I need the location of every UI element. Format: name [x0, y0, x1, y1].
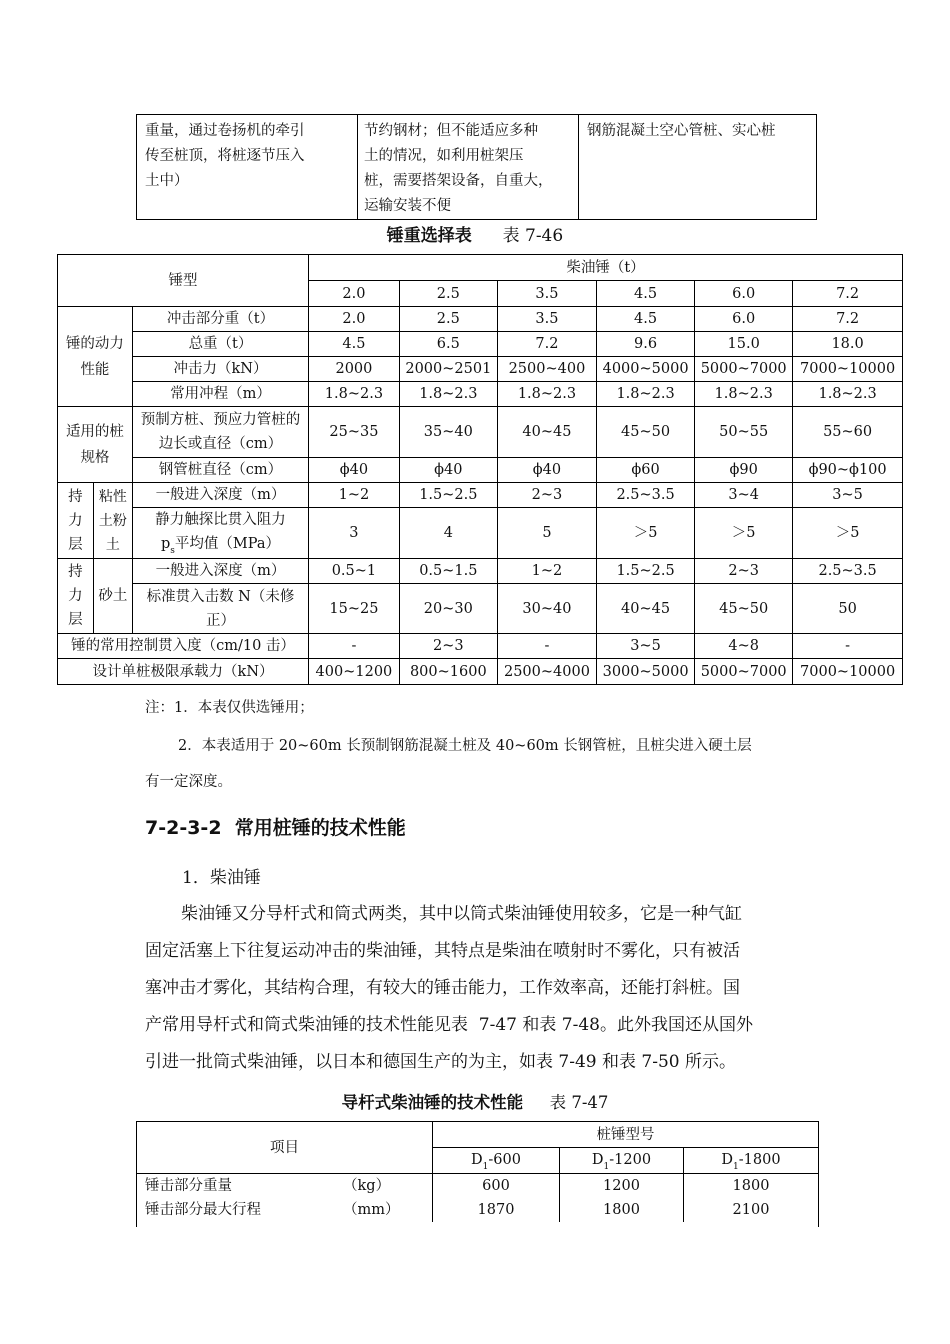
bearing-layer-label: [58, 483, 94, 559]
row-label: 钢管桩直径（cm）: [132, 458, 308, 483]
table-cell: 1.8~2.3: [309, 382, 400, 407]
text-line: 重量，通过卷扬机的牵引: [145, 123, 305, 139]
table-cell: 1.8~2.3: [497, 382, 596, 407]
table-cell: 7000~10000: [793, 659, 903, 685]
size-cell: 6.0: [695, 281, 793, 307]
model-letter: D: [591, 1151, 604, 1168]
table-cell: 3.5: [497, 307, 596, 332]
table-cell: 6.5: [399, 332, 497, 357]
table-cell: 2~3: [399, 634, 497, 659]
table-747-title: 导杆式柴油锤的技术性能: [341, 1093, 524, 1112]
hammer-type-header: 锤型: [58, 255, 309, 307]
table-cell: 4.5: [597, 307, 695, 332]
row-label: 设计单桩极限承载力（kN）: [58, 659, 309, 685]
text-line: 运输安装不便: [364, 198, 451, 214]
row-label-text: 标准贯入击数 N（未修正）: [146, 588, 295, 629]
note-1: 注：1．本表仅供选锤用；: [145, 700, 314, 716]
row-label: [137, 1174, 433, 1198]
row-label: 一般进入深度（m）: [132, 559, 308, 584]
table-747-number: 表 7-47: [549, 1093, 609, 1112]
row-label-text: 锤击部分重量: [145, 1177, 232, 1194]
table-cell: ϕ60: [597, 458, 695, 483]
top-table: [136, 114, 817, 220]
table-cell: 2500~4000: [497, 659, 596, 685]
model-header: 桩锤型号: [433, 1122, 819, 1148]
note-2: 2．本表适用于 20~60m 长预制钢筋混凝土桩及 40~60m 长钢管桩，且桩尖进入硬土层: [178, 738, 752, 754]
text-line: 土中）: [145, 173, 189, 189]
sand-label: 砂土: [93, 559, 132, 634]
row-label: [132, 407, 308, 458]
table-cell: 4.5: [309, 332, 400, 357]
table-cell: 1.8~2.3: [793, 382, 903, 407]
row-label: 一般进入深度（m）: [132, 483, 308, 508]
table-cell: 2100: [684, 1198, 819, 1222]
table-cell: ＞5: [695, 508, 793, 559]
symbol-p: p: [160, 536, 171, 552]
table-cell: ϕ90: [695, 458, 793, 483]
text-line: 钢筋混凝土空心管桩、实心桩: [587, 123, 776, 139]
table-cell: 6.0: [695, 307, 793, 332]
table-cell: 800~1600: [399, 659, 497, 685]
table-cell: 50: [793, 584, 903, 634]
table-cell: 1.5~2.5: [399, 483, 497, 508]
model-letter: D: [721, 1151, 734, 1168]
row-label: 锤的常用控制贯入度（cm/10 击）: [58, 634, 309, 659]
row-label: 冲击部分重（t）: [132, 307, 308, 332]
paragraph-line: 固定活塞上下往复运动冲击的柴油锤，其特点是柴油在喷射时不雾化，只有被活: [145, 941, 740, 961]
table-cell: 2000~2501: [399, 357, 497, 382]
text-line: 传至桩顶，将桩逐节压入: [145, 148, 305, 164]
row-label: [132, 584, 308, 634]
table-cell: 7000~10000: [793, 357, 903, 382]
dynamic-group-label: [58, 307, 133, 407]
table-cell: -: [793, 634, 903, 659]
clay-label: [93, 483, 132, 559]
table-cell: 3: [309, 508, 400, 559]
table-cell: 3000~5000: [597, 659, 695, 685]
table-cell: 25~35: [309, 407, 400, 458]
table-cell: 1.8~2.3: [695, 382, 793, 407]
table-cell: 5000~7000: [695, 659, 793, 685]
group-text: 锤的动力性能: [65, 335, 124, 378]
paragraph-line: 产常用导杆式和筒式柴油锤的技术性能见表 7-47 和表 7-48。此外我国还从国外: [145, 1015, 753, 1035]
table-cell: 30~40: [497, 584, 596, 634]
symbol-sub: s: [170, 546, 175, 556]
table-cell: ϕ40: [309, 458, 400, 483]
table-cell: ϕ40: [399, 458, 497, 483]
table-746-number: 表 7-46: [502, 226, 564, 246]
table-cell: 5000~7000: [695, 357, 793, 382]
table-cell: 55~60: [793, 407, 903, 458]
size-cell: 2.5: [399, 281, 497, 307]
table-cell: 1800: [560, 1198, 684, 1222]
table-cell: 5: [497, 508, 596, 559]
vertical-text: 持力层: [68, 564, 83, 628]
table-cell: 3~5: [597, 634, 695, 659]
table-cell: 3~5: [793, 483, 903, 508]
table-cell: 2.5~3.5: [597, 483, 695, 508]
table-cell: 0.5~1.5: [399, 559, 497, 584]
model-cell: [560, 1148, 684, 1174]
table-cell: 35~40: [399, 407, 497, 458]
paragraph-line: 引进一批筒式柴油锤，以日本和德国生产的为主，如表 7-49 和表 7-50 所示。: [145, 1052, 736, 1072]
table-cell: ϕ90~ϕ100: [793, 458, 903, 483]
model-sub: 1: [482, 1161, 489, 1172]
size-cell: 7.2: [793, 281, 903, 307]
text-line: 桩，需要搭架设备，自重大，: [364, 173, 553, 189]
table-cell: 2500~400: [497, 357, 596, 382]
table-cell: 2000: [309, 357, 400, 382]
table-cell: 4~8: [695, 634, 793, 659]
text-line: 土的情况，如利用桩架压: [364, 148, 524, 164]
table-cell: 7.2: [793, 307, 903, 332]
diesel-hammer-header: 柴油锤（t）: [309, 255, 903, 281]
hammer-selection-table: [57, 254, 903, 685]
table-cell: 9.6: [597, 332, 695, 357]
row-unit: （mm）: [343, 1201, 400, 1218]
model-rest: -1200: [609, 1151, 652, 1168]
table-cell: 1870: [433, 1198, 560, 1222]
clay-text: 粘性土粉土: [98, 488, 127, 553]
table-cell: 600: [433, 1174, 560, 1198]
table-cell: 20~30: [399, 584, 497, 634]
table-cell: 1~2: [497, 559, 596, 584]
row-unit: （kg）: [343, 1177, 391, 1194]
table-cell: 7.2: [497, 332, 596, 357]
table-cell: 1800: [684, 1174, 819, 1198]
table-cell: 1.8~2.3: [399, 382, 497, 407]
label-rest: 平均值（MPa）: [174, 536, 280, 552]
text-line: 节约钢材；但不能适应多种: [364, 123, 538, 139]
table-cell: 40~45: [597, 584, 695, 634]
paragraph-line: 柴油锤又分导杆式和筒式两类，其中以筒式柴油锤使用较多，它是一种气缸: [181, 904, 742, 924]
row-label: [137, 1198, 433, 1222]
top-col1: [137, 115, 358, 220]
table-cell: 2.0: [309, 307, 400, 332]
size-cell: 4.5: [597, 281, 695, 307]
size-cell: 3.5: [497, 281, 596, 307]
item-header: 项目: [137, 1122, 433, 1174]
model-rest: -1800: [738, 1151, 781, 1168]
model-rest: -600: [488, 1151, 521, 1168]
table-cell: 2.5: [399, 307, 497, 332]
row-label: [132, 508, 308, 559]
model-sub: 1: [603, 1161, 610, 1172]
size-cell: 2.0: [309, 281, 400, 307]
table-cell: 1~2: [309, 483, 400, 508]
table-747: [136, 1121, 819, 1227]
paragraph-line: 塞冲击才雾化，其结构合理，有较大的锤击能力，工作效率高，还能打斜桩。国: [145, 978, 740, 998]
table-cell: 1.8~2.3: [597, 382, 695, 407]
row-label-line: 静力触探比贯入阻力: [155, 512, 286, 528]
row-label: 常用冲程（m）: [132, 382, 308, 407]
table-cell: 4000~5000: [597, 357, 695, 382]
table-cell: 45~50: [695, 584, 793, 634]
table-cell: 1200: [560, 1174, 684, 1198]
model-sub: 1: [733, 1161, 739, 1172]
row-label-line: [133, 532, 308, 558]
table-746-caption: [0, 224, 950, 248]
table-cell: 2.5~3.5: [793, 559, 903, 584]
table-cell: 40~45: [497, 407, 596, 458]
paragraph: [145, 900, 815, 1085]
table-746-title: 锤重选择表: [386, 226, 472, 246]
model-cell: [684, 1148, 819, 1174]
subsection-heading: 1．柴油锤: [182, 868, 261, 888]
table-cell: 18.0: [793, 332, 903, 357]
model-letter: D: [471, 1151, 483, 1168]
model-cell: [433, 1148, 560, 1174]
table-cell: 15~25: [309, 584, 400, 634]
group-text: 适用的桩规格: [65, 423, 124, 466]
table-cell: ＞5: [597, 508, 695, 559]
pile-group-label: [58, 407, 133, 483]
table-cell: -: [309, 634, 400, 659]
table-cell: 1.5~2.5: [597, 559, 695, 584]
table-cell: 15.0: [695, 332, 793, 357]
table-cell: 45~50: [597, 407, 695, 458]
table-cell: 2~3: [497, 483, 596, 508]
table-cell: -: [497, 634, 596, 659]
table-cell: 4: [399, 508, 497, 559]
table-747-caption: [0, 1091, 950, 1115]
table-cell: 50~55: [695, 407, 793, 458]
row-label: 冲击力（kN）: [132, 357, 308, 382]
table-cell: 0.5~1: [309, 559, 400, 584]
row-label-text: 预制方桩、预应力管桩的边长或直径（cm）: [140, 412, 301, 452]
note-2-cont: 有一定深度。: [145, 774, 232, 790]
top-col2: [358, 115, 579, 220]
table-cell: ＞5: [793, 508, 903, 559]
vertical-text: 持力层: [68, 488, 83, 553]
row-label: 总重（t）: [132, 332, 308, 357]
top-col3: [579, 115, 817, 220]
table-cell: 400~1200: [309, 659, 400, 685]
table-cell: 2~3: [695, 559, 793, 584]
section-heading: 7-2-3-2 常用桩锤的技术性能: [145, 817, 406, 839]
table-cell: ϕ40: [497, 458, 596, 483]
table-cell: 3~4: [695, 483, 793, 508]
bearing-layer-label: [58, 559, 94, 634]
row-label-text: 锤击部分最大行程: [145, 1201, 261, 1218]
